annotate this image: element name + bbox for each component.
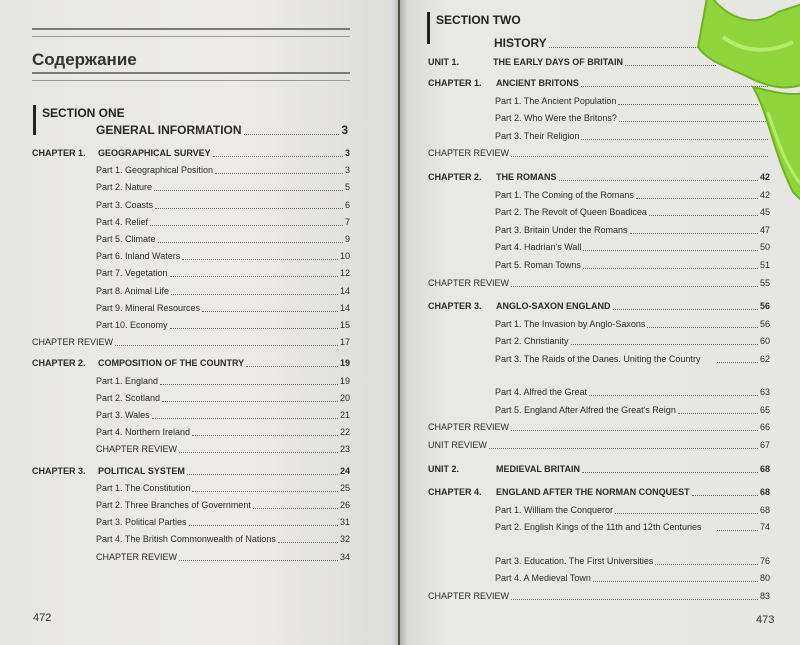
chapter-prefix: UNIT 2. bbox=[428, 463, 460, 474]
leader-dots bbox=[571, 344, 758, 345]
toc-entry-title: Part 8. Animal Life bbox=[96, 285, 170, 296]
toc-entry-title: UNIT REVIEW bbox=[428, 440, 487, 450]
toc-entry-title: Part 2. Who Were the Britons? bbox=[495, 113, 617, 124]
leader-dots bbox=[717, 530, 758, 531]
contents-heading: Содержание bbox=[32, 50, 137, 69]
toc-entry-title: Part 1. The Constitution bbox=[96, 482, 191, 493]
left-page bbox=[0, 0, 398, 645]
toc-page-number: 3 bbox=[344, 148, 350, 158]
leader-dots bbox=[187, 474, 338, 475]
toc-row bbox=[96, 251, 350, 262]
right-page bbox=[400, 0, 800, 645]
toc-page-number: 74 bbox=[759, 522, 770, 533]
toc-page-number: 80 bbox=[759, 573, 770, 584]
toc-entry-title: Part 4. The British Commonwealth of Nations bbox=[96, 534, 276, 545]
chapter-row bbox=[428, 301, 770, 312]
toc-entry-title: CHAPTER REVIEW bbox=[428, 148, 510, 159]
toc-entry-title: Part 4. Alfred the Great bbox=[495, 387, 588, 398]
toc-entry-title: Part 1. The Ancient Population bbox=[495, 95, 617, 106]
toc-page-number: 25 bbox=[339, 482, 350, 493]
toc-page-number: 45 bbox=[759, 207, 770, 218]
toc-entry-title: Part 1. Geographical Position bbox=[96, 165, 214, 176]
review-row bbox=[32, 337, 350, 348]
leader-dots bbox=[511, 286, 758, 287]
toc-page-number: 42 bbox=[759, 172, 770, 182]
leader-dots bbox=[649, 215, 758, 216]
toc-entry-title: CHAPTER REVIEW bbox=[428, 422, 510, 433]
chapter-prefix: CHAPTER 2. bbox=[32, 358, 86, 369]
toc-entry-title: Part 4. Hadrian's Wall bbox=[495, 242, 582, 253]
section-one-page: 3 bbox=[341, 123, 348, 137]
toc-page-number: 56 bbox=[759, 301, 770, 312]
toc-page-number: 68 bbox=[759, 463, 770, 474]
toc-page-number: 6 bbox=[344, 199, 350, 210]
toc-entry-title: Part 3. Their Religion bbox=[495, 130, 580, 141]
heading-bottom-rule bbox=[32, 72, 350, 81]
toc-entry-title: Part 3. Coasts bbox=[96, 199, 154, 210]
toc-page-number: 66 bbox=[759, 422, 770, 433]
toc-page-number: 56 bbox=[759, 318, 770, 329]
section-two-label: SECTION TWO bbox=[436, 13, 521, 27]
toc-entry-title: Part 2. Scotland bbox=[96, 392, 161, 403]
leader-dots bbox=[192, 491, 338, 492]
leader-dots bbox=[678, 413, 758, 414]
toc-row bbox=[495, 573, 770, 584]
toc-entry-title: Part 1. The Coming of the Romans bbox=[495, 189, 634, 200]
toc-row bbox=[96, 165, 350, 176]
leader-dots bbox=[717, 362, 758, 363]
review-row bbox=[428, 440, 770, 451]
toc-row bbox=[495, 522, 770, 533]
toc-page-number: 32 bbox=[339, 534, 350, 545]
chapter-prefix: CHAPTER 4. bbox=[428, 487, 482, 498]
toc-page-number: 62 bbox=[759, 354, 770, 364]
review-row bbox=[428, 278, 770, 289]
green-clip bbox=[668, 0, 800, 212]
chapter-prefix: CHAPTER 3. bbox=[428, 301, 482, 312]
toc-page-number: 83 bbox=[759, 590, 770, 601]
heading-top-rule bbox=[32, 28, 350, 37]
toc-entry-title: Part 2. The Revolt of Queen Boadicea bbox=[495, 207, 647, 218]
toc-page-number: 10 bbox=[339, 251, 350, 262]
leader-dots bbox=[170, 328, 338, 329]
toc-entry-title: Part 3. Political Parties bbox=[96, 517, 187, 528]
unit1-prefix: UNIT 1. bbox=[428, 57, 460, 67]
chapter-prefix: CHAPTER 2. bbox=[428, 172, 482, 182]
toc-entry-title: CHAPTER REVIEW bbox=[428, 277, 510, 288]
toc-page-number: 60 bbox=[759, 336, 770, 347]
toc-row bbox=[96, 268, 350, 279]
toc-row bbox=[495, 336, 770, 347]
toc-row bbox=[495, 242, 770, 253]
leader-dots bbox=[589, 395, 758, 396]
leader-dots bbox=[171, 294, 338, 295]
toc-page-number: 26 bbox=[339, 500, 350, 510]
toc-entry-title: Part 3. Wales bbox=[96, 410, 150, 420]
toc-page-number: 3 bbox=[344, 165, 350, 176]
leader-dots bbox=[278, 542, 338, 543]
toc-page-number: 17 bbox=[339, 337, 350, 348]
toc-entry-title: Part 4. Northern Ireland bbox=[96, 427, 191, 438]
leader-dots bbox=[582, 472, 758, 473]
toc-row bbox=[96, 427, 350, 438]
toc-entry-title: COMPOSITION OF THE COUNTRY bbox=[98, 358, 245, 369]
leader-dots bbox=[158, 242, 343, 243]
leader-dots bbox=[593, 581, 758, 582]
toc-row bbox=[96, 552, 350, 563]
toc-page-number: 68 bbox=[759, 504, 770, 515]
toc-page-number: 42 bbox=[759, 189, 770, 200]
toc-row bbox=[495, 556, 770, 567]
toc-entry-title: Part 5. Climate bbox=[96, 234, 156, 244]
leader-dots bbox=[692, 495, 758, 496]
toc-page-number: 67 bbox=[759, 440, 770, 450]
toc-row bbox=[96, 234, 350, 245]
toc-row bbox=[495, 505, 770, 516]
leader-dots bbox=[511, 599, 758, 600]
unit1-title: THE EARLY DAYS OF BRITAIN bbox=[493, 57, 624, 67]
toc-entry-title: CHAPTER REVIEW bbox=[32, 337, 114, 348]
toc-row bbox=[96, 410, 350, 421]
toc-page-number: 12 bbox=[339, 268, 350, 279]
toc-entry-title: Part 1. William the Conqueror bbox=[495, 504, 614, 515]
toc-entry-title: ENGLAND AFTER THE NORMAN CONQUEST bbox=[496, 487, 690, 498]
leader-dots bbox=[154, 190, 343, 191]
leader-dots bbox=[179, 560, 338, 561]
review-row bbox=[428, 591, 770, 602]
toc-page-number: 20 bbox=[339, 392, 350, 403]
toc-row bbox=[96, 320, 350, 331]
leader-dots bbox=[511, 430, 758, 431]
leader-dots bbox=[613, 309, 758, 310]
toc-row bbox=[495, 354, 770, 365]
leader-dots bbox=[655, 564, 758, 565]
toc-page-number: 14 bbox=[339, 285, 350, 296]
leader-dots bbox=[152, 418, 338, 419]
toc-page-number: 31 bbox=[339, 517, 350, 528]
chapter-row bbox=[428, 487, 770, 498]
toc-page-number: 55 bbox=[759, 277, 770, 288]
toc-row bbox=[96, 393, 350, 404]
chapter-row bbox=[32, 148, 350, 159]
toc-entry-title: Part 10. Economy bbox=[96, 320, 168, 330]
leader-dots bbox=[170, 276, 338, 277]
section-one-label: SECTION ONE bbox=[42, 106, 125, 120]
toc-entry-title: ANCIENT BRITONS bbox=[496, 78, 579, 88]
leader-dots bbox=[489, 448, 758, 449]
toc-entry-title: Part 4. A Medieval Town bbox=[495, 573, 591, 584]
leader-dots bbox=[160, 384, 338, 385]
toc-page-number: 65 bbox=[759, 404, 770, 415]
leader-dots bbox=[150, 225, 343, 226]
toc-page-number: 7 bbox=[344, 216, 350, 227]
leader-dots bbox=[162, 401, 338, 402]
leader-dots bbox=[192, 435, 338, 436]
toc-entry-title: Part 3. The Raids of the Danes. Uniting the Country bbox=[495, 354, 701, 364]
toc-page-number: 9 bbox=[344, 234, 350, 244]
toc-entry-title: GEOGRAPHICAL SURVEY bbox=[98, 148, 211, 158]
toc-page-number: 47 bbox=[759, 224, 770, 235]
section-bar bbox=[427, 12, 430, 44]
toc-entry-title: MEDIEVAL BRITAIN bbox=[496, 463, 581, 474]
toc-page-number: 5 bbox=[344, 182, 350, 193]
toc-entry-title: Part 6. Inland Waters bbox=[96, 251, 181, 262]
toc-row bbox=[96, 444, 350, 455]
leader-dots bbox=[202, 311, 338, 312]
toc-page-number: 15 bbox=[339, 320, 350, 330]
toc-page-number: 19 bbox=[339, 358, 350, 369]
toc-row bbox=[96, 286, 350, 297]
leader-dots bbox=[244, 134, 340, 135]
page-number-left: 472 bbox=[33, 612, 52, 624]
toc-row bbox=[96, 182, 350, 193]
toc-row bbox=[495, 260, 770, 271]
chapter-prefix: CHAPTER 1. bbox=[428, 78, 482, 88]
toc-page-number: 51 bbox=[759, 260, 770, 270]
leader-dots bbox=[647, 327, 758, 328]
toc-page-number: 63 bbox=[759, 387, 770, 398]
toc-entry-title: Part 9. Mineral Resources bbox=[96, 302, 201, 313]
toc-entry-title: Part 2. Christianity bbox=[495, 336, 569, 347]
chapter-prefix: CHAPTER 3. bbox=[32, 465, 86, 476]
toc-entry-title: Part 3. Britain Under the Romans bbox=[495, 224, 628, 235]
chapter-row bbox=[32, 466, 350, 477]
chapter-row bbox=[32, 358, 350, 369]
section-bar bbox=[33, 105, 36, 135]
toc-page-number: 23 bbox=[339, 444, 350, 455]
toc-page-number: 19 bbox=[339, 375, 350, 386]
leader-dots bbox=[189, 525, 338, 526]
leader-dots bbox=[630, 233, 758, 234]
toc-entry-title: THE ROMANS bbox=[496, 172, 557, 182]
toc-page-number: 14 bbox=[339, 302, 350, 313]
leader-dots bbox=[246, 366, 338, 367]
leader-dots bbox=[583, 250, 758, 251]
toc-page-number: 21 bbox=[339, 410, 350, 420]
toc-page-number: 22 bbox=[339, 427, 350, 438]
toc-entry-title: POLITICAL SYSTEM bbox=[98, 465, 185, 476]
toc-entry-title: Part 2. English Kings of the 11th and 12th Centuries bbox=[495, 522, 702, 533]
review-row bbox=[428, 422, 770, 433]
toc-row bbox=[96, 303, 350, 314]
toc-entry-title: Part 3. Education. The First Universities bbox=[495, 555, 654, 566]
section-one-title: GENERAL INFORMATION bbox=[96, 123, 242, 137]
leader-dots bbox=[179, 452, 338, 453]
toc-entry-title: CHAPTER REVIEW bbox=[96, 444, 178, 455]
page-number-right: 473 bbox=[756, 614, 775, 626]
toc-entry-title: Part 7. Vegetation bbox=[96, 268, 168, 279]
leader-dots bbox=[615, 513, 758, 514]
toc-entry-title: Part 1. The Invasion by Anglo-Saxons bbox=[495, 318, 646, 329]
toc-row bbox=[96, 483, 350, 494]
toc-page-number: 76 bbox=[759, 555, 770, 566]
leader-dots bbox=[213, 156, 343, 157]
toc-page-number: 68 bbox=[759, 487, 770, 498]
leader-dots bbox=[253, 508, 338, 509]
section-two-title: HISTORY bbox=[494, 36, 547, 50]
toc-row bbox=[96, 534, 350, 545]
toc-row bbox=[495, 405, 770, 416]
toc-entry-title: Part 4. Relief bbox=[96, 216, 149, 227]
chapter-prefix: CHAPTER 1. bbox=[32, 148, 86, 158]
toc-row bbox=[495, 225, 770, 236]
toc-row bbox=[495, 319, 770, 330]
book-gutter bbox=[392, 0, 408, 645]
toc-page-number: 34 bbox=[339, 551, 350, 562]
leader-dots bbox=[155, 208, 343, 209]
toc-page-number: 50 bbox=[759, 242, 770, 253]
leader-dots bbox=[182, 259, 338, 260]
leader-dots bbox=[215, 173, 343, 174]
toc-entry-title: Part 2. Three Branches of Government bbox=[96, 500, 251, 510]
toc-row bbox=[495, 387, 770, 398]
toc-entry-title: Part 5. England After Alfred the Great's Reign bbox=[495, 404, 676, 415]
toc-row bbox=[96, 200, 350, 211]
toc-entry-title: Part 5. Roman Towns bbox=[495, 260, 581, 270]
toc-row bbox=[96, 217, 350, 228]
toc-row bbox=[96, 517, 350, 528]
toc-entry-title: Part 1. England bbox=[96, 375, 159, 386]
section-one-title-row bbox=[96, 123, 348, 137]
toc-page-number: 24 bbox=[339, 465, 350, 476]
toc-row bbox=[96, 376, 350, 387]
toc-entry-title: ANGLO-SAXON ENGLAND bbox=[496, 301, 611, 312]
toc-entry-title: CHAPTER REVIEW bbox=[96, 551, 178, 562]
unit-row bbox=[428, 464, 770, 475]
leader-dots bbox=[583, 268, 758, 269]
toc-entry-title: CHAPTER REVIEW bbox=[428, 590, 510, 601]
toc-row bbox=[96, 500, 350, 511]
leader-dots bbox=[115, 345, 338, 346]
toc-entry-title: Part 2. Nature bbox=[96, 182, 153, 193]
